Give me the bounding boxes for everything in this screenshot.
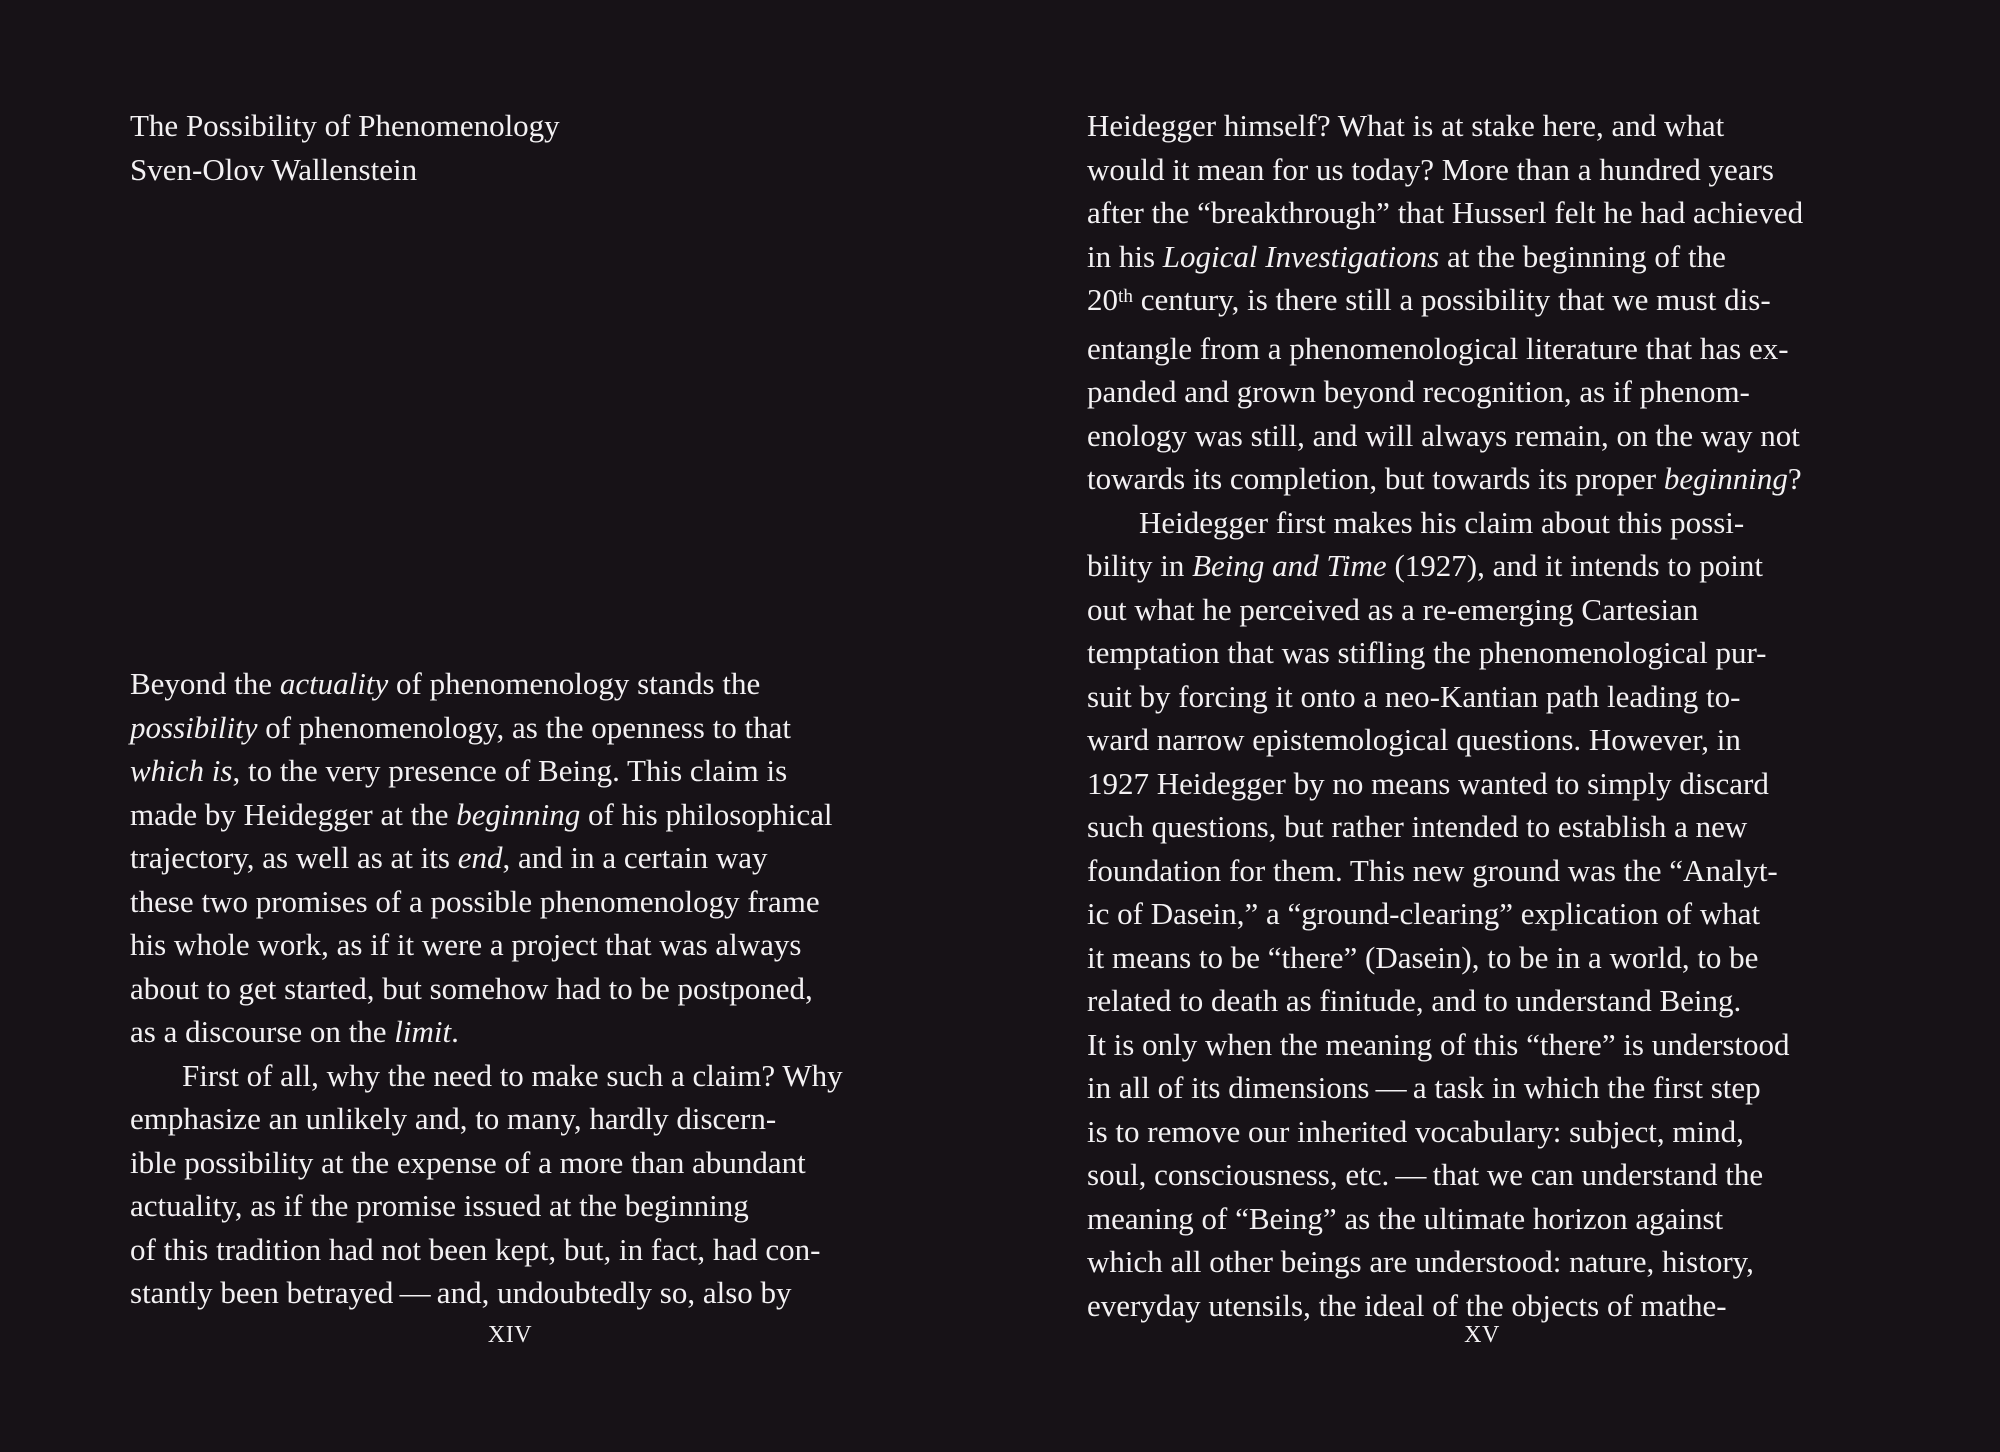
text-line <box>130 836 920 880</box>
text-line <box>130 1184 920 1228</box>
text-segment: of phenomenology, as the openness to that <box>257 709 791 745</box>
text-line <box>1087 1153 1877 1197</box>
text-line <box>1087 544 1877 588</box>
italic-text: Logical Investigations <box>1162 238 1440 274</box>
text-line <box>1087 849 1877 893</box>
text-segment: actuality, as if the promise issued at the beginning <box>130 1188 749 1223</box>
text-line <box>130 1054 920 1098</box>
italic-text: beginning <box>456 796 581 832</box>
text-line <box>130 967 920 1011</box>
text-segment: is to remove our inherited vocabulary: subject, mind, <box>1087 1113 1744 1149</box>
text-segment: suit by forcing it onto a neo-Kantian path leading to- <box>1087 678 1741 714</box>
italic-text: beginning <box>1663 461 1788 496</box>
text-segment: enology was still, and will always remain, on the way not <box>1087 417 1800 453</box>
text-line <box>1087 1240 1877 1284</box>
text-segment: made by Heidegger at the <box>130 796 457 832</box>
text-segment: related to death as finitude, and to understand Being. <box>1087 983 1742 1018</box>
text-line <box>1087 588 1877 632</box>
italic-text: actuality <box>279 666 389 701</box>
essay-title: The Possibility of Phenomenology <box>130 108 560 143</box>
text-segment: in his <box>1087 238 1163 274</box>
text-segment: ward narrow epistemological questions. However, in <box>1087 722 1741 757</box>
text-segment: towards its completion, but towards its proper <box>1087 461 1664 496</box>
text-segment: in all of its dimensions — a task in which the first step <box>1087 1070 1761 1105</box>
text-line <box>1087 718 1877 762</box>
text-line <box>1087 805 1877 849</box>
text-line <box>1087 1023 1877 1067</box>
text-segment: which all other beings are understood: nature, history, <box>1087 1244 1754 1279</box>
text-segment: foundation for them. This new ground was the “Analyt- <box>1087 852 1778 888</box>
text-segment: First of all, why the need to make such a claim? Why <box>182 1057 843 1093</box>
text-segment: ic of Dasein,” a “ground-clearing” explication of what <box>1087 896 1761 931</box>
text-line <box>130 1010 920 1054</box>
text-segment: Beyond the <box>130 666 280 701</box>
text-line <box>1087 191 1877 235</box>
text-segment: ? <box>1787 461 1802 496</box>
left-page-body <box>130 662 920 1315</box>
text-segment: emphasize an unlikely and, to many, hardly discern- <box>130 1101 777 1136</box>
text-line <box>130 793 920 837</box>
text-segment: (1927), and it intends to point <box>1386 548 1763 583</box>
text-line <box>130 662 920 706</box>
text-line <box>1087 762 1877 806</box>
text-segment: everyday utensils, the ideal of the objects of mathe- <box>1087 1287 1727 1323</box>
text-segment: of this tradition had not been kept, but, in fact, had con- <box>130 1231 821 1267</box>
right-page-body <box>1087 104 1877 1327</box>
text-line <box>1087 892 1877 936</box>
text-line <box>130 749 920 793</box>
text-segment: as a discourse on the <box>130 1014 395 1049</box>
text-segment: It is only when the meaning of this “there” is understood <box>1087 1026 1790 1062</box>
text-line <box>130 1097 920 1141</box>
italic-text: end <box>457 840 503 875</box>
text-line <box>1087 936 1877 980</box>
left-page-number: XIV <box>487 1322 533 1348</box>
text-line <box>1087 457 1877 501</box>
text-segment: these two promises of a possible phenomenology frame <box>130 883 820 919</box>
italic-text: possibility <box>130 709 258 745</box>
text-line <box>1087 104 1877 148</box>
text-segment: of his philosophical <box>580 796 833 832</box>
text-segment: Heidegger first makes his claim about this possi- <box>1139 504 1745 540</box>
text-line <box>1087 1197 1877 1241</box>
text-segment: about to get started, but somehow had to be postponed, <box>130 970 813 1006</box>
text-line <box>1087 148 1877 192</box>
text-line <box>1087 1110 1877 1154</box>
text-segment: temptation that was stifling the phenomenological pur- <box>1087 635 1767 670</box>
text-segment: out what he perceived as a re-emerging Cartesian <box>1087 591 1699 627</box>
text-segment: 1927 Heidegger by no means wanted to simply discard <box>1087 765 1769 801</box>
text-segment: panded and grown beyond recognition, as if phenom- <box>1087 374 1750 409</box>
text-line <box>1087 631 1877 675</box>
text-segment: entangle from a phenomenological literature that has ex- <box>1087 330 1789 366</box>
text-line <box>1087 370 1877 414</box>
text-segment: 20 <box>1087 282 1118 317</box>
text-segment: would it mean for us today? More than a hundred years <box>1087 151 1774 187</box>
text-segment: Heidegger himself? What is at stake here, and what <box>1087 108 1725 143</box>
text-segment: ible possibility at the expense of a more than abundant <box>130 1144 806 1180</box>
text-segment: , to the very presence of Being. This claim is <box>232 753 788 788</box>
text-segment: his whole work, as if it were a project that was always <box>130 927 802 962</box>
text-line <box>130 1141 920 1185</box>
text-segment: it means to be “there” (Dasein), to be in a world, to be <box>1087 939 1759 975</box>
text-segment: , and in a certain way <box>502 840 768 875</box>
text-line <box>1087 979 1877 1023</box>
text-segment: soul, consciousness, etc. — that we can understand the <box>1087 1157 1764 1192</box>
text-line <box>1087 235 1877 279</box>
text-line <box>130 1228 920 1272</box>
italic-text: limit <box>394 1014 452 1049</box>
text-segment: such questions, but rather intended to establish a new <box>1087 809 1748 844</box>
superscript-text: th <box>1118 285 1133 307</box>
text-line <box>130 923 920 967</box>
text-segment: stantly been betrayed — and, undoubtedly so, also by <box>130 1275 792 1310</box>
text-line <box>130 880 920 924</box>
text-line <box>130 1271 920 1315</box>
text-line <box>1087 675 1877 719</box>
text-line <box>1087 327 1877 371</box>
text-segment: meaning of “Being” as the ultimate horizon against <box>1087 1200 1724 1236</box>
text-segment: . <box>451 1014 459 1049</box>
right-page-number: XV <box>1464 1322 1500 1348</box>
text-line <box>1087 501 1877 545</box>
text-segment: at the beginning of the <box>1439 238 1726 274</box>
essay-author: Sven-Olov Wallenstein <box>130 151 418 187</box>
text-line <box>1087 1066 1877 1110</box>
text-line <box>1087 414 1877 458</box>
text-segment: century, is there still a possibility that we must dis- <box>1132 282 1771 317</box>
italic-text: Being and Time <box>1192 548 1387 583</box>
text-line <box>130 706 920 750</box>
text-segment: bility in <box>1087 548 1193 583</box>
text-segment: of phenomenology stands the <box>388 666 761 701</box>
text-line <box>1087 278 1877 327</box>
left-page-header <box>130 104 920 191</box>
text-segment: after the “breakthrough” that Husserl felt he had achieved <box>1087 195 1804 230</box>
italic-text: which is <box>130 753 233 788</box>
text-segment: trajectory, as well as at its <box>130 840 458 875</box>
